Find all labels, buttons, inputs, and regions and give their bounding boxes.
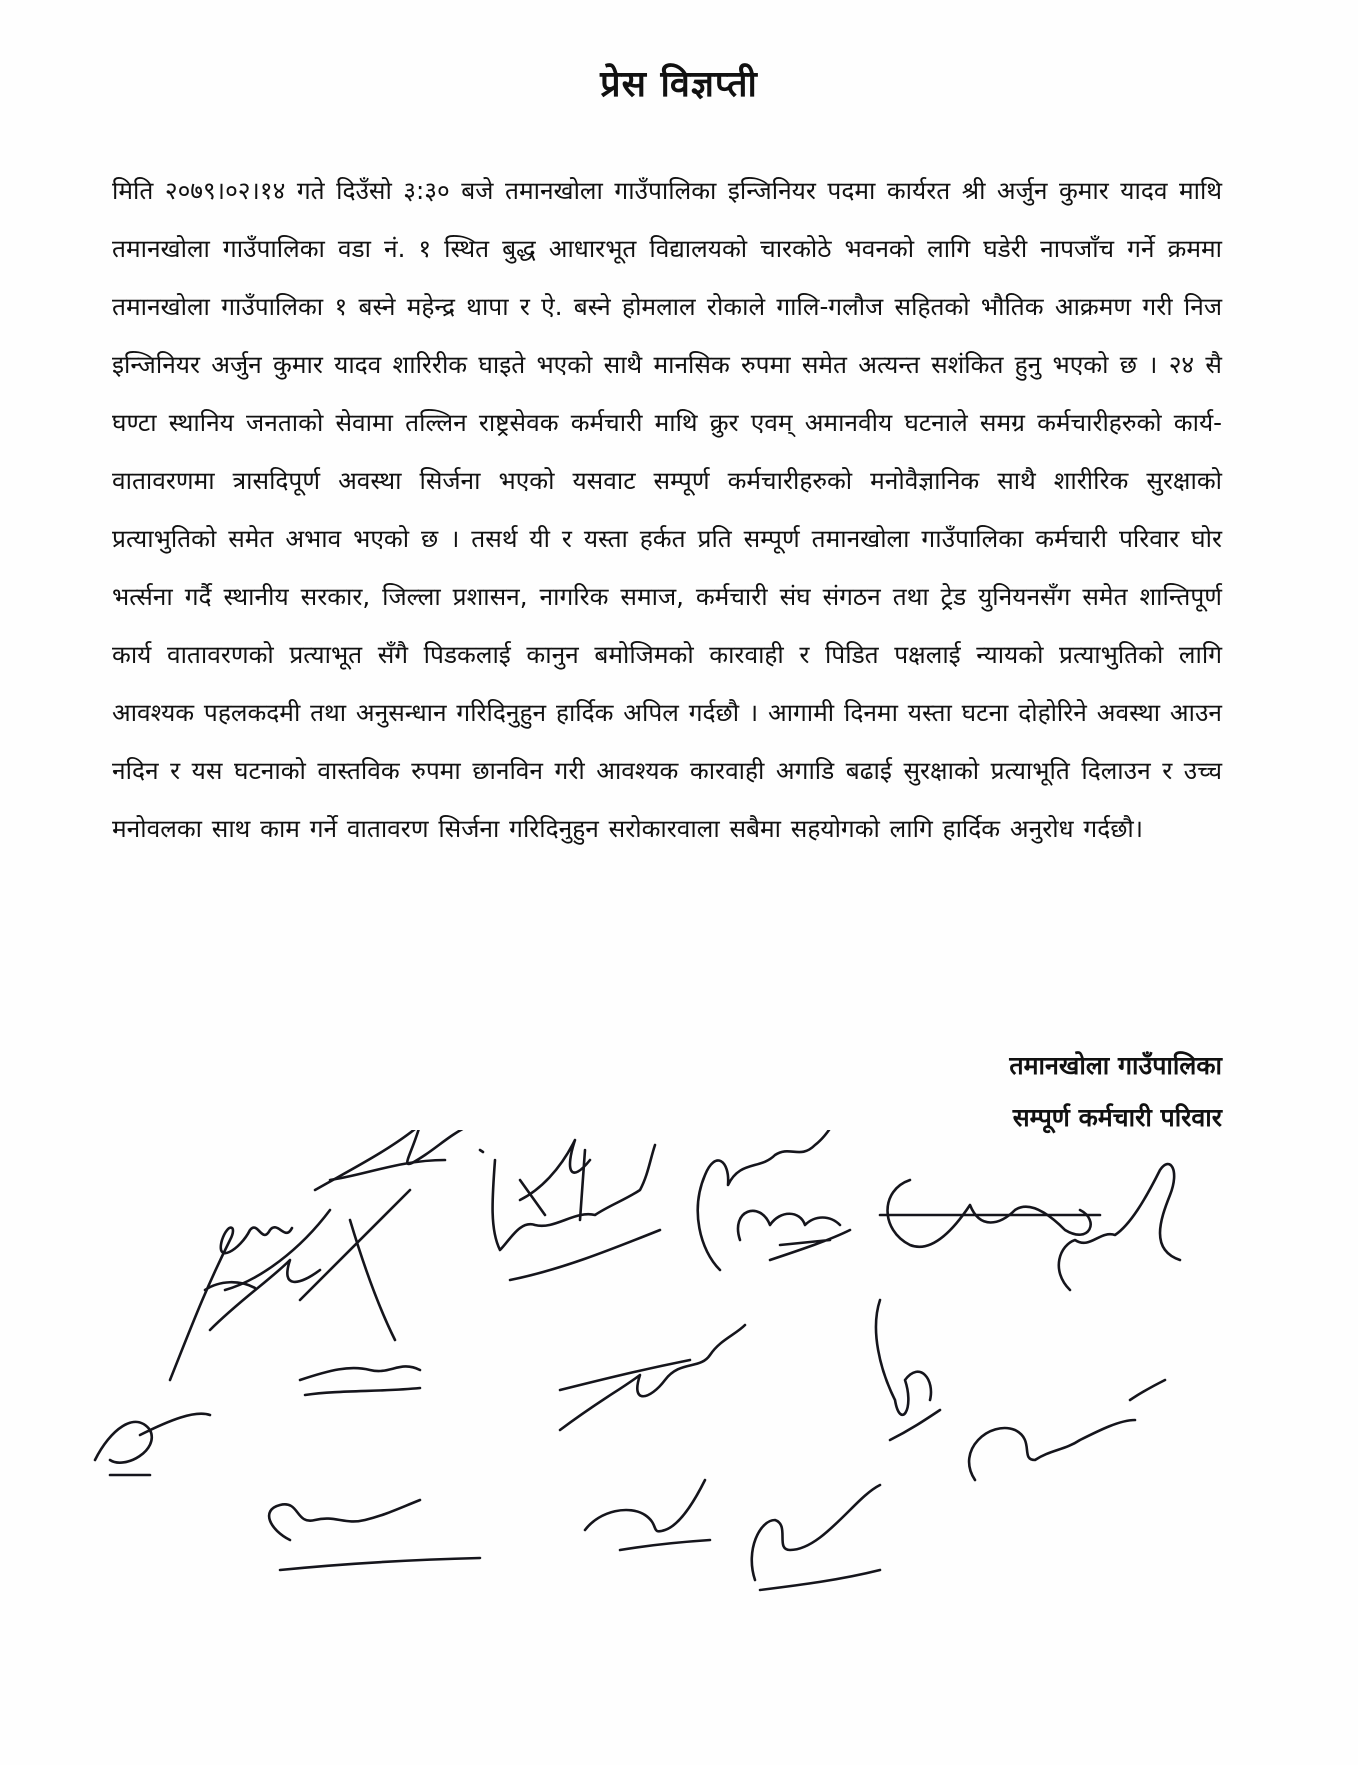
press-release-body: मिति २०७९।०२।१४ गते दिउँसो ३:३० बजे तमानखोला गाउँपालिका इन्जिनियर पदमा कार्यरत श्री अर्जुन कुमार यादव माथि तमानखोला गाउँपालिका वडा नं. १ स्थित बुद्ध आधारभूत विद्यालयको चारकोठे भवनको लागि घडेरी नापजाँच गर्ने क्रममा तमानखोला गाउँपालिका १ बस्ने महेन्द्र थापा र ऐ. बस्ने होमलाल रोकाले गालि-गलौज सहितको भौतिक आक्रमण गरी निज इन्जिनियर अर्जुन कुमार यादव शारिरीक घाइते भएको साथै मानसिक रुपमा समेत अत्यन्त सशंकित हुनु भएको छ । २४ सै घण्टा स्थानिय जनताको सेवामा तल्लिन राष्ट्रसेवक कर्मचारी माथि क्रुर एवम् अमानवीय घटनाले समग्र कर्मचारीहरुको कार्य-वातावरणमा त्रासदिपूर्ण अवस्था सिर्जना भएको यसवाट सम्पूर्ण कर्मचारीहरुको मनोवैज्ञानिक साथै शारीरिक सुरक्षाको प्रत्याभुतिको समेत अभाव भएको छ । तसर्थ यी र यस्ता हर्कत प्रति सम्पूर्ण तमानखोला गाउँपालिका कर्मचारी परिवार घोर भर्त्सना गर्दै स्थानीय सरकार, जिल्ला प्रशासन, नागरिक समाज, कर्मचारी संघ संगठन तथा ट्रेड युनियनसँग समेत शान्तिपूर्ण कार्य वातावरणको प्रत्याभूत सँगै पिडकलाई कानुन बमोजिमको कारवाही र पिडित पक्षलाई न्यायको प्रत्याभुतिको लागि आवश्यक पहलकदमी तथा अनुसन्धान गरिदिनुहुन हार्दिक अपिल गर्दछौ । आगामी दिनमा यस्ता घटना दोहोरिने अवस्था आउन नदिन र यस घटनाको वास्तविक रुपमा छानविन गरी आवश्यक कारवाही अगाडि बढाई सुरक्षाको प्रत्याभूति दिलाउन र उच्च मनोवलका साथ काम गर्ने वातावरण सिर्जना गरिदिनुहुन सरोकारवाला सबैमा सहयोगको लागि हार्दिक अनुरोध गर्दछौ।: [112, 176, 1222, 843]
signature-14: [969, 1380, 1165, 1480]
signature-12: [560, 1325, 745, 1430]
signature-17: [752, 1485, 880, 1590]
signature-11: [300, 1366, 420, 1395]
page-title: प्रेस विज्ञप्ती: [600, 64, 758, 105]
signature-3: [520, 1140, 590, 1220]
signature-2: [315, 1130, 483, 1190]
signatory-organization: तमानखोला गाउँपालिका: [1009, 1051, 1222, 1080]
signature-4: [698, 1130, 845, 1270]
staff-signatures: [0, 1130, 1358, 1765]
signature-10: [95, 1414, 210, 1475]
signature-13: [876, 1300, 940, 1440]
signature-6: [210, 1190, 410, 1340]
signature-5: [880, 1180, 1100, 1247]
signature-1: [170, 1227, 292, 1380]
signatory-block: [1009, 1040, 1222, 1144]
signature-15: [269, 1500, 480, 1570]
signature-7: [493, 1145, 660, 1280]
signatory-group: सम्पूर्ण कर्मचारी परिवार: [1012, 1103, 1222, 1132]
signature-16: [585, 1480, 710, 1550]
signature-9: [1059, 1164, 1180, 1290]
signature-8: [738, 1211, 850, 1260]
